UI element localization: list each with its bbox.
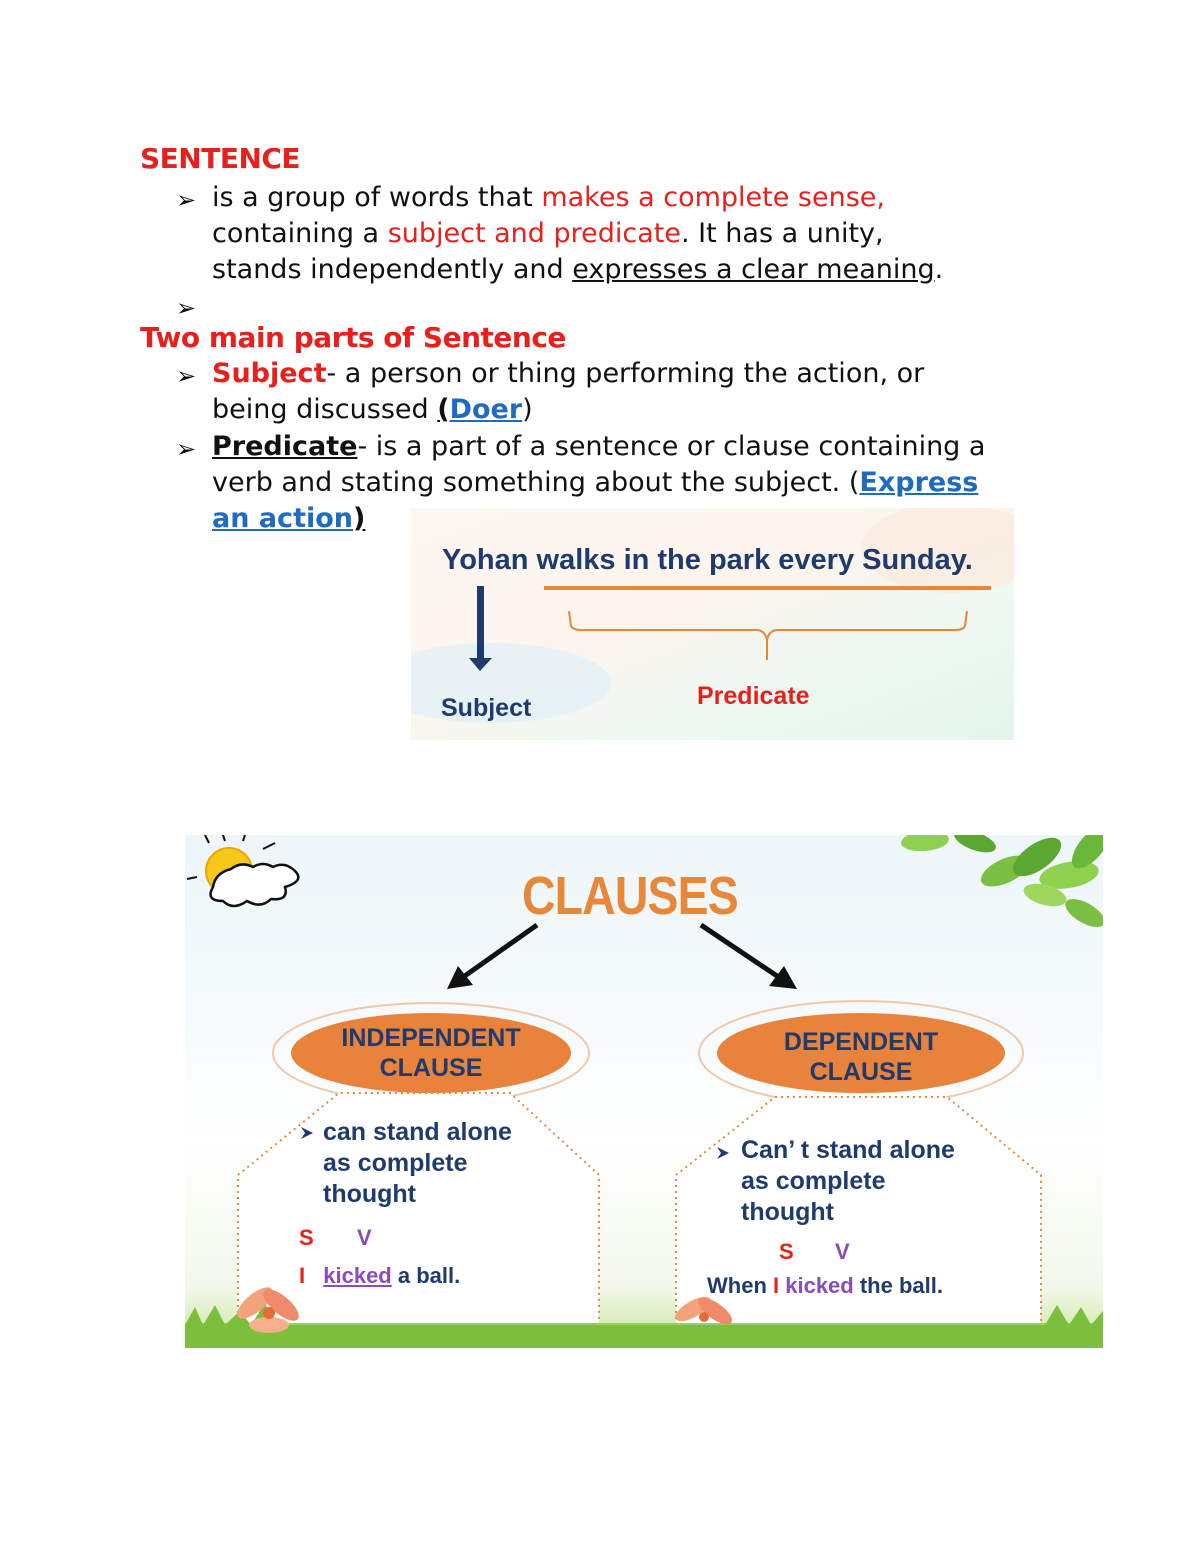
cloud-icon <box>211 864 299 906</box>
subject-arrow-shaft <box>477 586 484 660</box>
predicate-paren-close: ) <box>353 503 366 534</box>
dependent-example <box>707 1273 943 1299</box>
arrow-bullet-icon: ➢ <box>176 435 197 463</box>
left-arrow-shaft <box>459 925 537 980</box>
clauses-figure <box>185 835 1103 1348</box>
subject-paren-open: ( <box>437 394 450 425</box>
predicate-tag-2: an action <box>212 503 353 534</box>
dependent-s-marker: S <box>779 1239 794 1264</box>
arrow-bullet-icon: ➢ <box>176 294 197 322</box>
dependent-label-line1: DEPENDENT <box>783 1028 939 1056</box>
predicate-def: - is a part of a sentence or clause containing a <box>357 431 986 462</box>
predicate-tag-1: Express <box>859 467 979 498</box>
def-text-5: . <box>934 254 944 285</box>
arrow-bullet-icon: ➢ <box>176 186 197 214</box>
subject-tag: Doer <box>449 394 523 425</box>
sentence-definition-line3 <box>212 252 943 288</box>
clauses-title: CLAUSES <box>522 866 738 926</box>
dependent-example-verb: kicked <box>779 1273 854 1298</box>
def-text-2: containing a <box>212 218 388 249</box>
dependent-description: Can’ t stand alone as complete thought <box>741 1136 955 1226</box>
predicate-line1 <box>212 429 985 465</box>
subject-paren-close: ) <box>522 394 533 425</box>
independent-description: can stand alone as complete thought <box>323 1118 512 1208</box>
def-text-1: is a group of words that <box>212 182 542 213</box>
sentence-definition-line1 <box>212 180 885 216</box>
subject-term: Subject <box>212 358 327 389</box>
predicate-brace <box>569 611 967 660</box>
independent-label-line2: CLAUSE <box>379 1054 483 1082</box>
def-highlight-2: subject and predicate <box>387 218 681 249</box>
predicate-term: Predicate <box>212 431 358 462</box>
independent-example-subject: I <box>299 1263 306 1288</box>
subject-def: - a person or thing performing the action, or <box>326 358 925 389</box>
subject-def-2: being discussed <box>212 394 438 425</box>
dependent-label-line2: CLAUSE <box>809 1058 913 1086</box>
dependent-example-rest: the ball. <box>853 1273 943 1298</box>
def-highlight-1: makes a complete sense, <box>541 182 885 213</box>
parts-heading: Two main parts of Sentence <box>140 321 566 354</box>
def-text-3: . It has a unity, <box>681 218 884 249</box>
predicate-line2 <box>212 465 978 501</box>
arrow-left-icon <box>447 966 473 989</box>
independent-s-marker: S <box>299 1225 314 1250</box>
dependent-example-subject: I <box>773 1273 780 1298</box>
independent-example <box>299 1263 460 1289</box>
predicate-label: Predicate <box>697 682 810 710</box>
independent-example-verb: kicked <box>323 1263 392 1288</box>
independent-example-rest: a ball. <box>391 1263 461 1288</box>
example-sentence: Yohan walks in the park every Sunday. <box>442 544 973 576</box>
independent-label-line1: INDEPENDENT <box>341 1024 521 1052</box>
dependent-v-marker: V <box>835 1239 850 1264</box>
arrow-bullet-icon: ➢ <box>176 362 197 390</box>
independent-v-marker: V <box>357 1225 372 1250</box>
def-text-4: stands independently and <box>212 254 573 285</box>
sentence-definition-line2 <box>212 216 884 252</box>
def-underlined: expresses a clear meaning <box>572 254 935 285</box>
subject-line2 <box>212 392 533 428</box>
arrow-right-icon <box>769 966 797 989</box>
predicate-def-2: verb and stating something about the subject. ( <box>212 467 860 498</box>
leaves-icon <box>900 835 1103 933</box>
subject-label: Subject <box>441 694 532 722</box>
dependent-example-start: When <box>707 1273 773 1298</box>
predicate-line3 <box>212 501 365 537</box>
subject-line1 <box>212 356 924 392</box>
sentence-heading: SENTENCE <box>140 142 301 175</box>
right-arrow-shaft <box>701 925 783 980</box>
dependent-clause-label <box>731 1027 991 1087</box>
sentence-parts-figure <box>411 508 1014 740</box>
independent-clause-label <box>301 1023 561 1083</box>
